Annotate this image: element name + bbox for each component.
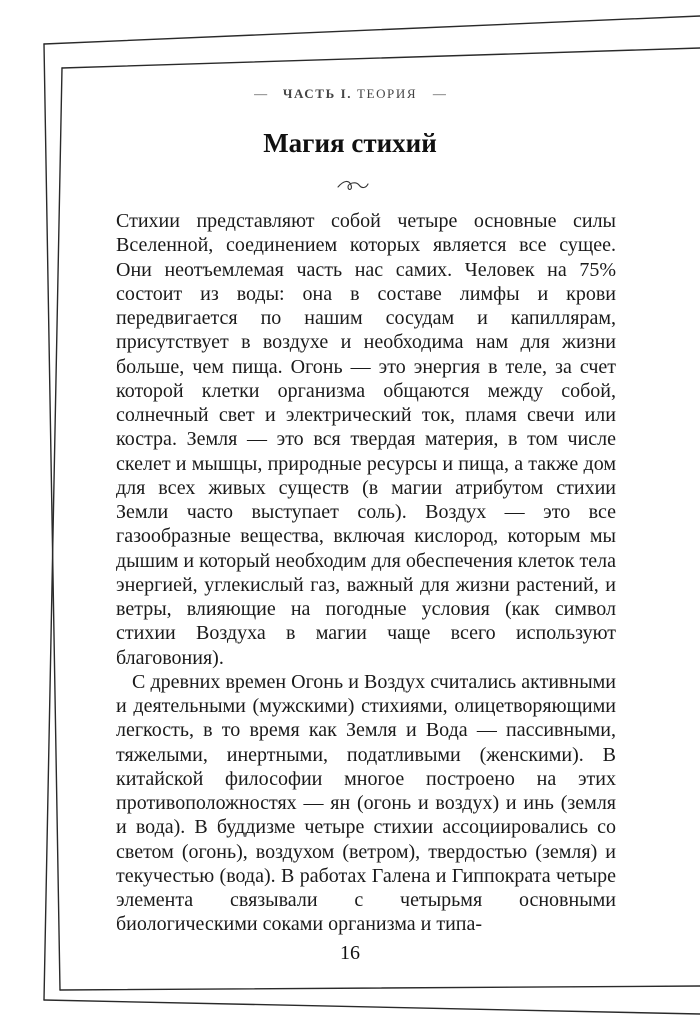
body-text (116, 209, 616, 937)
running-head (0, 86, 700, 102)
paragraph-2: С древних времен Огонь и Воздух считались активными и деятельными (мужскими) стихиями, олицетворяющими легкость, в то время как Земля и Вода — пассивными, тяжелыми, инертными, податливыми (женскими). В китайской философии многое построено на этих противоположностях — ян (огонь и воздух) и инь (земля и вода). В буддизме четыре стихии ассоциировались со светом (огонь), воздухом (ветром), твердостью (земля) и текучестью (вода). В работах Галена и Гиппократа четыре элемента связывали с четырьмя основными биологическими соками организма и типа- (116, 670, 616, 936)
running-head-dash-left: — (254, 86, 268, 101)
page-number: 16 (340, 942, 360, 964)
running-head-dash-right: — (432, 86, 446, 101)
running-head-part: ЧАСТЬ I. (282, 86, 353, 101)
running-head-section: ТЕОРИЯ (356, 86, 418, 101)
paragraph-1: Стихии представляют собой четыре основные силы Вселенной, соединением которых является все сущее. Они неотъемлемая часть нас самих. Человек на 75% состоит из воды: она в составе лимфы и крови передвигается по нашим сосудам и капиллярам, присутствует в воздухе и необходима нам для жизни больше, чем пища. Огонь — это энергия в теле, за счет которой клетки организма общаются между собой, солнечный свет и электрический ток, пламя свечи или костра. Земля — это вся твердая материя, в том числе скелет и мышцы, природные ресурсы и пища, а также дом для всех живых существ (в магии атрибутом стихии Земли часто выступает соль). Воздух — это все газообразные вещества, включая кислород, которым мы дышим и который необходим для обеспечения клеток тела энергией, углекислый газ, важный для жизни растений, и ветры, влияющие на погодные условия (как символ стихии Воздуха в магии чаще всего используют благовония). (116, 210, 616, 669)
chapter-title: Магия стихий (263, 128, 437, 158)
flourish-ornament-icon (336, 176, 370, 194)
